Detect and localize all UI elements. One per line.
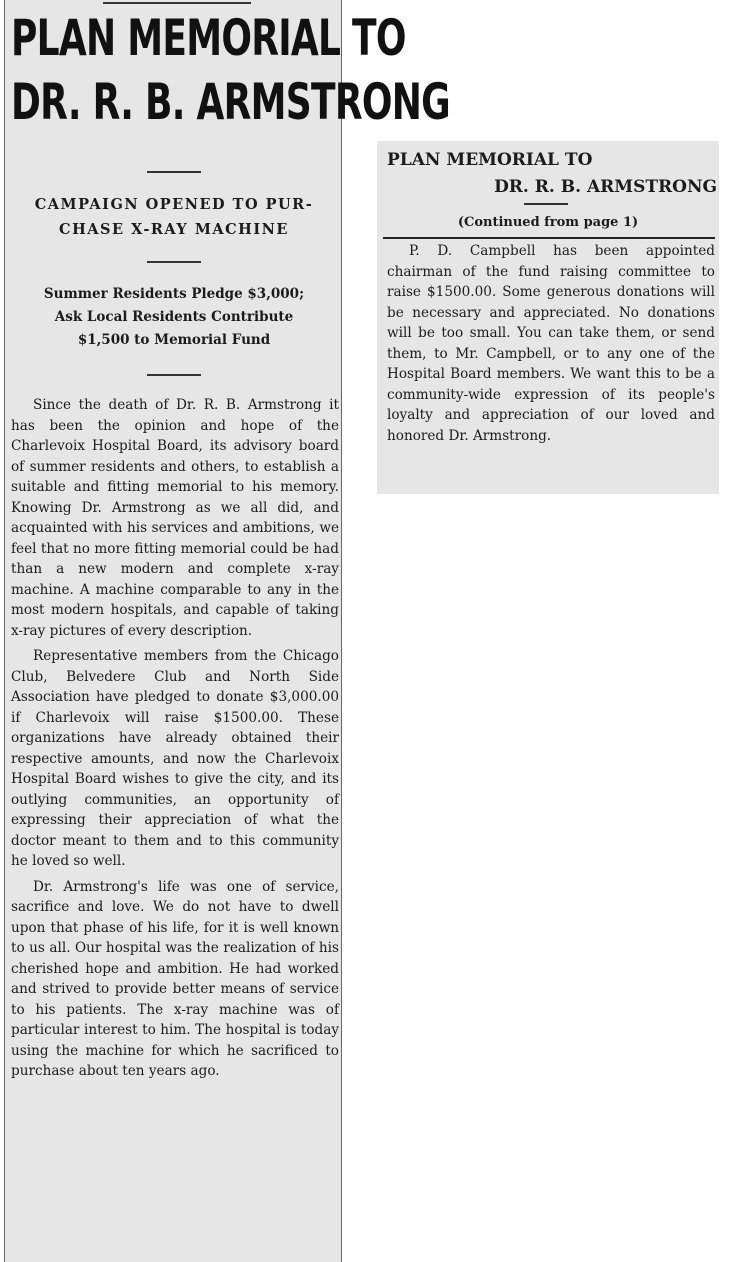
continuation-body (387, 241, 715, 451)
article-body (11, 395, 339, 1087)
subhead-rule (147, 261, 201, 263)
continuation-paragraph: P. D. Campbell has been appointed chairman of the fund raising committee to raise $1500.00. Some generous donations will be necessary and appreciated. No donations will be too small. You can take them, or send them, to Mr. Campbell, or to any one of the Hospital Board members. We want this to be a community-wide expression of its people's loyalty and appreciation of our loved and honored Dr. Armstrong. (387, 243, 715, 444)
deck-line-3: $1,500 to Memorial Fund (77, 332, 271, 348)
continuation-divider (383, 237, 715, 239)
deck-line-2: Ask Local Residents Contribute (54, 309, 294, 325)
subhead-line-1: CAMPAIGN OPENED TO PUR- (34, 196, 314, 213)
main-headline (11, 6, 450, 134)
headline-rule (147, 171, 201, 173)
headline-line-2: DR. R. B. ARMSTRONG (11, 73, 450, 131)
top-rule (103, 2, 251, 4)
headline-line-1: PLAN MEMORIAL TO (11, 9, 406, 67)
deck-line-1: Summer Residents Pledge $3,000; (43, 286, 305, 302)
paragraph-3: Dr. Armstrong's life was one of service, sacrifice and love. We do not have to dwell upon that phase of his life, for it is well known to us all. Our hospital was the realization of his cherished hope and ambition. He had worked and strived to provide better means of service to his patients. The x-ray machine was of particular interest to him. The hospital is today using the machine for which he sacrificed to purchase about ten years ago. (11, 878, 339, 1079)
continuation-clipping (377, 141, 719, 494)
subheadline (9, 192, 339, 242)
continuation-headline-line-1: PLAN MEMORIAL TO (387, 150, 593, 170)
continued-from-label: (Continued from page 1) (457, 215, 639, 230)
paragraph-1: Since the death of Dr. R. B. Armstrong it has been the opinion and hope of the Charlevoix Hospital Board, its advisory board of summer residents and others, to establish a suitable and fitting memorial to his memory. Knowing Dr. Armstrong as we all did, and acquainted with his services and ambitions, we feel that no more fitting memorial could be had than a new modern and complete x-ray machine. A machine comparable to any in the most modern hospitals, and capable of taking x-ray pictures of every description. (11, 397, 339, 639)
continuation-headline-line-2: DR. R. B. ARMSTRONG (494, 177, 717, 197)
main-article-clipping (4, 0, 450, 1262)
subhead-line-2: CHASE X-RAY MACHINE (59, 221, 289, 238)
deck-rule (147, 374, 201, 376)
continuation-rule (524, 203, 568, 205)
paragraph-2: Representative members from the Chicago Club, Belvedere Club and North Side Association have pledged to donate $3,000.00 if Charlevoix will raise $1500.00. These organizations have already obtained their respective amounts, and now the Charlevoix Hospital Board wishes to give the city, and its outlying communities, an opportunity of expressing their appreciation of what the doctor meant to them and to this community he loved so well. (11, 648, 339, 869)
deck (9, 283, 339, 352)
